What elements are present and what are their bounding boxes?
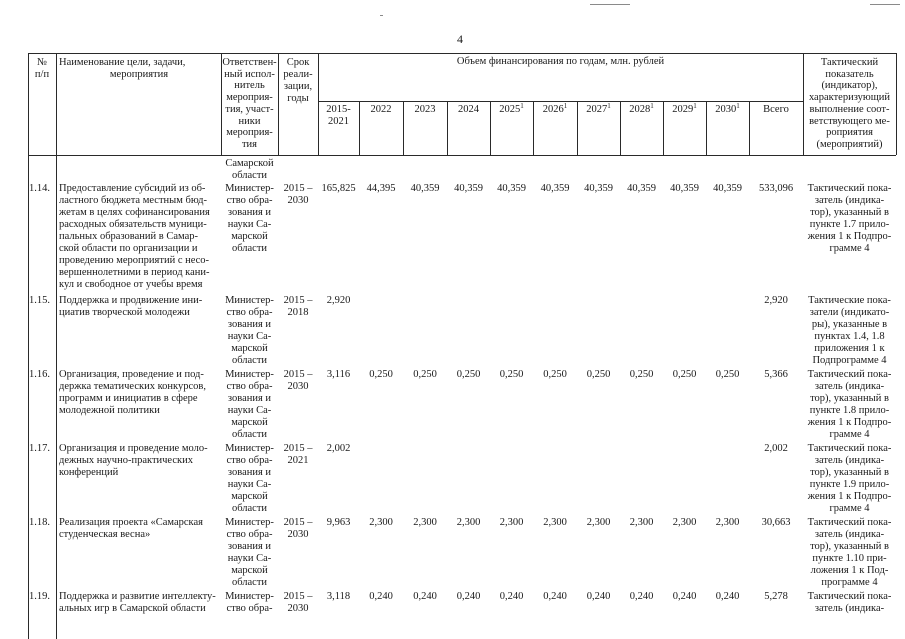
row-name-line: пальных образований в Самар-: [59, 231, 198, 242]
carryover-line: Самарской: [225, 158, 274, 169]
col-line: [28, 53, 29, 639]
value-2025: 0,250: [499, 369, 524, 380]
row-responsible-line: области: [231, 577, 268, 588]
row-responsible-line: марской: [231, 231, 268, 242]
year-header-2027: [577, 104, 620, 116]
header-responsible-line: мероприя-: [226, 127, 273, 139]
header-term: [278, 57, 318, 105]
row-indicator-line: Тактический пока-: [807, 517, 892, 528]
header-name: [59, 57, 219, 81]
row-responsible-line: марской: [231, 491, 268, 502]
footnote-marker: 1: [520, 102, 524, 110]
row-name: [59, 517, 221, 541]
value-2029: 40,359: [670, 183, 699, 194]
row-term-line: 2018: [287, 307, 309, 318]
row-term: [278, 183, 318, 207]
value-2027: 0,250: [586, 369, 611, 380]
value-2030: 40,359: [713, 183, 742, 194]
header-term-line: Срок: [286, 57, 310, 68]
row-term-line: 2021: [287, 455, 309, 466]
row-responsible: [221, 183, 278, 255]
header-responsible-line: нитель: [234, 80, 265, 92]
row-indicator-line: жения 1 к Подпро-: [807, 491, 892, 502]
value-total: 5,366: [764, 369, 788, 380]
header-indicator-line: (индикатор),: [821, 80, 878, 92]
row-indicator-line: жения 1 к Подпро-: [807, 417, 892, 428]
row-responsible-line: марской: [231, 343, 268, 354]
value-2015-2021: 3,118: [326, 591, 351, 602]
header-term-line: реали-: [283, 69, 313, 80]
row-indicator: [803, 443, 896, 515]
value-total: 5,278: [764, 591, 788, 602]
row-name-line: Организация, проведение и под-: [59, 369, 204, 380]
row-indicator-line: затель (индика-: [814, 529, 885, 540]
row-indicator-line: грамме 4: [829, 503, 870, 514]
row-responsible-line: Министер-: [225, 591, 274, 602]
value-2027: 2,300: [586, 517, 611, 528]
row-responsible-line: ство обра-: [226, 603, 273, 614]
row-name: [59, 591, 221, 615]
value-2024: 2,300: [456, 517, 481, 528]
row-responsible: [221, 295, 278, 367]
row-name-line: конференций: [59, 467, 119, 478]
row-responsible-line: области: [231, 429, 268, 440]
row-responsible-line: зования и: [227, 319, 272, 330]
row-name-line: Поддержка и продвижение ини-: [59, 295, 203, 306]
row-indicator-line: затель (индика-: [814, 195, 885, 206]
row-term: [278, 369, 318, 393]
value-2022: 0,240: [369, 591, 393, 602]
value-2024: 0,250: [456, 369, 481, 380]
value-2023: 2,300: [413, 517, 437, 528]
row-indicator: [803, 369, 896, 441]
row-name-line: Реализация проекта «Самарская: [59, 517, 203, 528]
value-total: 30,663: [761, 517, 791, 528]
row-responsible-line: зования и: [227, 467, 272, 478]
value-2026: 0,240: [543, 591, 567, 602]
row-responsible: [221, 517, 278, 589]
year-header-label: 2023: [414, 104, 436, 115]
row-indicator-line: пункте 1.9 прило-: [809, 479, 890, 490]
row-responsible-line: Министер-: [225, 443, 274, 454]
header-number: [28, 57, 56, 81]
row-responsible: [221, 369, 278, 441]
value-2029: 0,250: [672, 369, 697, 380]
row-indicator-line: Тактический пока-: [807, 443, 892, 454]
value-2022: 2,300: [369, 517, 393, 528]
row-indicator-line: затели (индикато-: [809, 307, 890, 318]
row-responsible-line: Министер-: [225, 369, 274, 380]
row-responsible-line: области: [231, 503, 268, 514]
header-number-line: п/п: [34, 69, 50, 80]
row-term-line: 2015 –: [283, 183, 313, 194]
header-responsible-line: тия: [241, 138, 258, 150]
row-term-line: 2015 –: [283, 369, 313, 380]
row-name: [59, 443, 221, 479]
year-header-line: 2015-: [326, 104, 351, 115]
value-2023: 0,250: [413, 369, 437, 380]
row-indicator-line: Тактический пока-: [807, 591, 892, 602]
year-header-label: 2029: [672, 104, 694, 115]
header-term-line: годы: [287, 93, 309, 104]
row-responsible-line: области: [231, 355, 268, 366]
row-indicator-line: приложения 1 к: [814, 343, 885, 354]
value-2015-2021: 2,002: [326, 443, 351, 454]
year-header-label: 2022: [370, 104, 392, 115]
year-header-2024: [447, 104, 490, 116]
row-indicator: [803, 183, 896, 255]
value-2027: 40,359: [584, 183, 613, 194]
value-2028: 0,240: [629, 591, 654, 602]
row-responsible-line: Министер-: [225, 517, 274, 528]
value-2029: 2,300: [672, 517, 697, 528]
value-2030: 0,240: [715, 591, 740, 602]
scan-artifact: [380, 15, 383, 16]
row-name-line: вершеннолетними в период кани-: [59, 267, 210, 278]
col-line: [896, 53, 897, 155]
row-responsible-line: ство обра-: [226, 307, 273, 318]
value-2028: 0,250: [629, 369, 654, 380]
row-name-line: дежных научно-практических: [59, 455, 193, 466]
row-name-line: студенческая весна»: [59, 529, 151, 540]
value-2024: 0,240: [456, 591, 481, 602]
row-term-line: 2015 –: [283, 295, 313, 306]
header-term-line: зации,: [283, 81, 313, 92]
value-2030: 2,300: [715, 517, 740, 528]
row-term-line: 2015 –: [283, 591, 313, 602]
row-indicator-line: пункте 1.8 прило-: [809, 405, 890, 416]
row-responsible-line: науки Са-: [227, 331, 272, 342]
row-term-line: 2030: [287, 529, 309, 540]
header-indicator-line: характеризующий: [808, 92, 891, 104]
row-term-line: 2030: [287, 603, 309, 614]
row-indicator-line: программе 4: [821, 577, 878, 588]
scan-artifact: [590, 4, 630, 5]
footnote-marker: 1: [736, 102, 740, 110]
row-responsible-line: ство обра-: [226, 381, 273, 392]
row-indicator-line: ложения 1 к Под-: [810, 565, 889, 576]
row-responsible-line: Министер-: [225, 295, 274, 306]
row-responsible-line: науки Са-: [227, 553, 272, 564]
row-responsible-line: марской: [231, 565, 268, 576]
value-2030: 0,250: [715, 369, 740, 380]
header-indicator-line: Тактический: [820, 57, 879, 68]
year-header-2026: [533, 104, 577, 116]
row-responsible-line: науки Са-: [227, 405, 272, 416]
value-2015-2021: 9,963: [326, 517, 351, 528]
row-number: 1.15.: [29, 295, 50, 306]
row-name-line: Предоставление субсидий из об-: [59, 183, 206, 194]
value-total: 533,096: [758, 183, 794, 194]
value-2022: 44,395: [366, 183, 396, 194]
row-indicator-line: Тактический пока-: [807, 183, 892, 194]
row-responsible: [221, 591, 278, 615]
row-indicator-line: тор), указанный в: [810, 467, 889, 478]
row-term: [278, 443, 318, 467]
row-indicator-line: ры), указанные в: [811, 319, 888, 330]
year-header-line: 2021: [328, 116, 349, 127]
header-responsible: [221, 57, 278, 151]
row-number: 1.17.: [29, 443, 50, 454]
row-indicator-line: Тактический пока-: [807, 369, 892, 380]
row-name-line: держка тематических конкурсов,: [59, 381, 206, 392]
row-name-line: Организация и проведение моло-: [59, 443, 208, 454]
row-responsible-line: зования и: [227, 541, 272, 552]
row-name-line: ской области по организации и: [59, 243, 198, 254]
header-number-line: №: [36, 57, 48, 68]
row-number: 1.14.: [29, 183, 50, 194]
year-header-label: Всего: [763, 104, 789, 115]
row-number: 1.19.: [29, 591, 50, 602]
row-name-line: расходных обязательств муници-: [59, 219, 207, 230]
value-2024: 40,359: [454, 183, 483, 194]
row-indicator: [803, 295, 896, 367]
row-name-line: кул и свободное от учебы время: [59, 279, 203, 290]
row-indicator-line: тор), указанный в: [810, 207, 889, 218]
row-name-line: ластного бюджета местным бюд-: [59, 195, 207, 206]
row-indicator-line: пункте 1.10 при-: [812, 553, 887, 564]
row-term-line: 2030: [287, 195, 309, 206]
value-total: 2,002: [764, 443, 788, 454]
header-responsible-line: мероприя-: [226, 92, 273, 104]
value-total: 2,920: [764, 295, 788, 306]
row-responsible-line: ство обра-: [226, 195, 273, 206]
col-line: [56, 53, 57, 639]
header-responsible-line: Ответствен-: [222, 57, 277, 68]
page-number: 4: [457, 32, 463, 46]
row-indicator-line: жения 1 к Подпро-: [807, 231, 892, 242]
year-header-2015-2021: [318, 104, 359, 128]
footnote-marker: 1: [693, 102, 697, 110]
row-indicator-line: затель (индика-: [814, 603, 885, 614]
table-top-border: [28, 53, 896, 54]
scan-artifact: [870, 4, 900, 5]
header-indicator: [803, 57, 896, 151]
header-name-line: Наименование цели, задачи,: [59, 57, 186, 68]
row-name: [59, 295, 221, 319]
row-name-line: молодежной политики: [59, 405, 160, 416]
header-name-line: мероприятия: [109, 69, 169, 80]
row-term-line: 2015 –: [283, 443, 313, 454]
header-indicator-line: выполнение соот-: [809, 103, 890, 115]
row-indicator-line: тор), указанный в: [810, 541, 889, 552]
carryover-line: области: [231, 170, 268, 181]
row-indicator-line: пункте 1.7 прило-: [809, 219, 890, 230]
value-2026: 40,359: [540, 183, 570, 194]
footnote-marker: 1: [650, 102, 654, 110]
row-name-line: жетам в целях софинансирования: [59, 207, 210, 218]
year-header-2025: [490, 104, 533, 116]
row-number: 1.18.: [29, 517, 50, 528]
value-2023: 0,240: [413, 591, 437, 602]
row-responsible-line: области: [231, 243, 268, 254]
year-header-label: 2025: [499, 104, 521, 115]
header-indicator-line: показатель: [825, 68, 874, 80]
row-number: 1.16.: [29, 369, 50, 380]
row-term: [278, 517, 318, 541]
row-indicator-line: пунктах 1.4, 1.8: [814, 331, 885, 342]
year-header-2028: [620, 104, 663, 116]
row-indicator: [803, 517, 896, 589]
row-term: [278, 295, 318, 319]
row-name: [59, 183, 221, 291]
year-header-label: 2024: [458, 104, 479, 115]
row-responsible-line: науки Са-: [227, 479, 272, 490]
row-name-line: программ и инициатив в сфере: [59, 393, 198, 404]
row-term-line: 2030: [287, 381, 309, 392]
year-header-label: 2030: [715, 104, 737, 115]
row-indicator-line: Подпрограмме 4: [812, 355, 887, 366]
row-name-line: альных игр в Самарской области: [59, 603, 206, 614]
row-responsible: [221, 443, 278, 515]
header-bottom-border: [28, 155, 896, 156]
year-header-label: 2027: [586, 104, 608, 115]
header-indicator-line: (мероприятий): [816, 138, 883, 150]
row-term-line: 2015 –: [283, 517, 313, 528]
row-responsible-line: науки Са-: [227, 219, 272, 230]
value-2015-2021: 3,116: [326, 369, 351, 380]
value-2023: 40,359: [410, 183, 440, 194]
value-2028: 40,359: [627, 183, 656, 194]
row-responsible-line: ство обра-: [226, 455, 273, 466]
value-2026: 0,250: [543, 369, 567, 380]
header-responsible-line: ники: [238, 115, 261, 127]
header-indicator-line: роприятия: [826, 127, 873, 139]
value-2029: 0,240: [672, 591, 697, 602]
years-header-divider: [318, 101, 803, 102]
value-2015-2021: 165,825: [321, 183, 356, 194]
row-term: [278, 591, 318, 615]
value-2025: 2,300: [499, 517, 524, 528]
row-responsible-line: зования и: [227, 393, 272, 404]
row-indicator-line: затель (индика-: [814, 381, 885, 392]
row-responsible-line: ство обра-: [226, 529, 273, 540]
row-responsible-line: Министер-: [225, 183, 274, 194]
row-name-line: проведению мероприятий с несо-: [59, 255, 210, 266]
row-indicator-line: грамме 4: [829, 429, 870, 440]
row-name: [59, 369, 221, 417]
value-2028: 2,300: [629, 517, 654, 528]
value-2026: 2,300: [543, 517, 567, 528]
value-2025: 0,240: [499, 591, 524, 602]
value-2022: 0,250: [369, 369, 393, 380]
header-indicator-line: ветствующего ме-: [809, 115, 890, 127]
footnote-marker: 1: [607, 102, 611, 110]
row-indicator-line: тор), указанный в: [810, 393, 889, 404]
header-responsible-line: ный испол-: [224, 68, 275, 80]
row-name-line: Поддержка и развитие интеллекту-: [59, 591, 216, 602]
year-header-2029: [663, 104, 706, 116]
year-header-label: 2026: [542, 104, 564, 115]
year-header-total: [749, 104, 803, 116]
header-responsible-line: тия, участ-: [225, 103, 274, 115]
footnote-marker: 1: [563, 102, 568, 110]
year-header-2023: [403, 104, 447, 116]
value-2015-2021: 2,920: [326, 295, 351, 306]
row-responsible-line: зования и: [227, 207, 272, 218]
year-header-2022: [359, 104, 403, 116]
row-indicator-line: Тактические пока-: [808, 295, 891, 306]
value-2027: 0,240: [586, 591, 611, 602]
value-2025: 40,359: [497, 183, 526, 194]
year-header-2030: [706, 104, 749, 116]
row-indicator-line: грамме 4: [829, 243, 870, 254]
row-indicator: [803, 591, 896, 615]
row-responsible-line: марской: [231, 417, 268, 428]
row-name-line: циатив творческой молодежи: [59, 307, 190, 318]
row-indicator-line: затель (индика-: [814, 455, 885, 466]
header-financing-title: Объем финансирования по годам, млн. рублей: [456, 56, 665, 67]
year-header-label: 2028: [629, 104, 651, 115]
carryover-responsible: [221, 158, 278, 182]
